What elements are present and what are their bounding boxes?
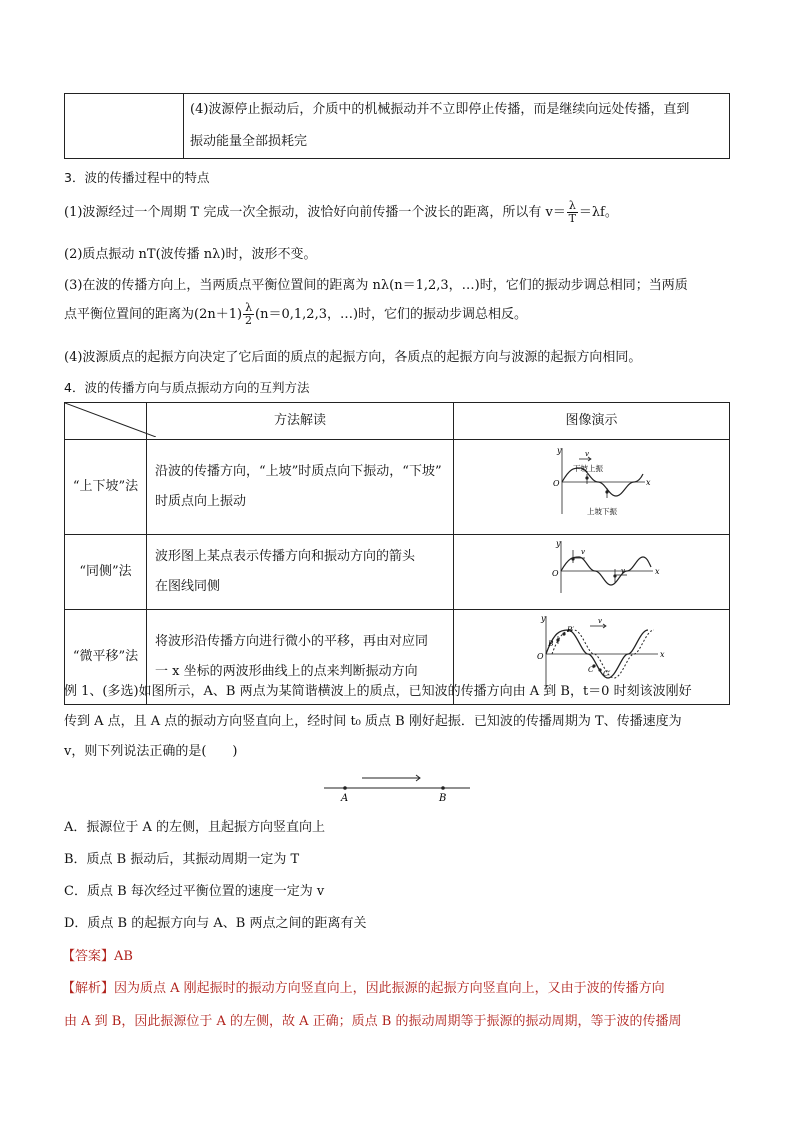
diagram-cell-slope — [454, 440, 730, 535]
section3-p4: (4)波源质点的起振方向决定了它后面的质点的起振方向，各质点的起振方向与波源的起振方向相同。 — [64, 350, 642, 365]
d2-o-label: O — [551, 569, 559, 578]
header-diagonal-cell — [65, 403, 147, 440]
d3-o-label: O — [536, 652, 544, 661]
desc-slope-line1: 沿波的传播方向，“上坡”时质点向下振动，“下坡” — [155, 464, 442, 479]
d2-y-label: y — [555, 539, 561, 548]
section3-p2: (2)质点振动 nT(波传播 nλ)时，波形不变。 — [64, 247, 317, 262]
example-label-b: B — [439, 793, 447, 804]
method-name-same-side: “同侧”法 — [65, 535, 147, 610]
answer-line — [62, 945, 133, 964]
top-table-empty-cell — [65, 94, 184, 159]
desc-same-side-line1: 波形图上某点表示传播方向和振动方向的箭头 — [155, 549, 416, 564]
method-name-shift: “微平移”法 — [65, 610, 147, 705]
example-figure — [320, 770, 480, 806]
example-point-b — [441, 786, 445, 790]
analysis-label: 【解析】 — [62, 981, 115, 996]
method-desc-same-side — [147, 535, 454, 610]
header-diagram: 图像演示 — [454, 403, 730, 440]
example-line3: v，则下列说法正确的是( ) — [64, 744, 238, 759]
section3-p1 — [64, 200, 618, 225]
example-line1: 例 1、(多选)如图所示，A、B 两点为某简谐横波上的质点，已知波的传播方向由 A 到 B，t＝0 时刻该波刚好 — [64, 684, 692, 699]
p3-text-post: (n＝0,1,2,3，…)时，它们的振动步调总相反。 — [255, 307, 528, 322]
d2-point-1 — [571, 557, 574, 560]
method-desc-slope — [147, 440, 454, 535]
answer-value: AB — [114, 949, 133, 964]
p1-text-post: ＝λf。 — [578, 205, 618, 220]
p3-frac-den: 2 — [245, 314, 253, 327]
method-name-slope: “上下坡”法 — [65, 440, 147, 535]
desc-shift-line2: 一 x 坐标的两波形曲线上的点来判断振动方向 — [155, 664, 418, 679]
p1-frac-den: T — [568, 212, 576, 225]
analysis-line1 — [62, 977, 665, 996]
section3-p3-line2 — [64, 302, 527, 327]
diagram-slope — [517, 440, 667, 522]
option-c: C．质点 B 每次经过平衡位置的速度一定为 v — [64, 884, 325, 899]
example-point-a — [343, 786, 347, 790]
diagram-same-side — [517, 535, 667, 597]
d1-v-label: v — [584, 450, 589, 458]
d3-cp-label: C′ — [602, 669, 610, 678]
analysis-text-1: 因为质点 A 刚起振时的振动方向竖直向上，因此振源的起振方向竖直向上，又由于波的传播方向 — [114, 981, 665, 996]
d1-x-label: x — [645, 478, 651, 487]
d3-point-b — [556, 638, 559, 641]
top-table-line-1: (4)波源停止振动后，介质中的机械振动并不立即停止传播，而是继续向远处传播，直到 — [190, 102, 690, 117]
option-a: A．振源位于 A 的左侧，且起振方向竖直向上 — [64, 820, 326, 835]
d1-point-2 — [605, 490, 608, 493]
d1-top-label: 下坡上振 — [572, 464, 603, 473]
method-table — [64, 402, 730, 705]
example-line2: 传到 A 点，且 A 点的振动方向竖直向上，经时间 t₀ 质点 B 刚好起振．已知波的传播周期为 T、传播速度为 — [64, 714, 682, 729]
desc-shift-line1: 将波形沿传播方向进行微小的平移，再由对应同 — [155, 634, 429, 649]
p1-text-pre: (1)波源经过一个周期 T 完成一次全振动，波恰好向前传播一个波长的距离，所以有 v＝ — [64, 205, 566, 220]
example-label-a: A — [341, 793, 349, 804]
section3-heading: 3．波的传播过程中的特点 — [64, 170, 210, 185]
d3-point-bp — [562, 632, 565, 635]
d3-c-label: C — [587, 665, 594, 674]
top-table-line-2: 振动能量全部损耗完 — [190, 134, 308, 149]
header-diagonal-line — [65, 403, 156, 437]
p1-fraction — [567, 200, 578, 225]
header-method: 方法解读 — [147, 403, 454, 440]
d3-y-label: y — [540, 614, 546, 623]
answer-label: 【答案】 — [62, 949, 115, 964]
d3-x-label: x — [659, 650, 665, 659]
d1-o-label: O — [552, 479, 560, 488]
option-d: D．质点 B 的起振方向与 A、B 两点之间的距离有关 — [64, 916, 367, 931]
d3-v-label: v — [597, 617, 602, 625]
d2-x-label: x — [654, 567, 660, 576]
d1-y-label: y — [556, 446, 562, 455]
method-table-header — [65, 403, 730, 440]
option-b: B．质点 B 振动后，其振动周期一定为 T — [64, 852, 300, 867]
d2-point-2 — [613, 574, 616, 577]
p1-frac-num: λ — [568, 199, 576, 212]
diagram-cell-same-side — [454, 535, 730, 610]
d2-v2-label: v — [620, 567, 625, 575]
desc-slope-line2: 时质点向上振动 — [155, 494, 247, 509]
section3-p3-line1: (3)在波的传播方向上，当两质点平衡位置间的距离为 nλ(n＝1,2,3，…)时，它们的振动步调总相同；当两质 — [64, 278, 688, 293]
d3-b-label: B — [547, 639, 554, 648]
d1-point-1 — [585, 476, 588, 479]
desc-same-side-line2: 在图线同侧 — [155, 579, 221, 594]
d2-v1-label: v — [580, 548, 585, 556]
section4-heading: 4．波的传播方向与质点振动方向的互判方法 — [64, 380, 310, 395]
p3-fraction — [243, 302, 254, 327]
analysis-line2: 由 A 到 B，因此振源位于 A 的左侧，故 A 正确；质点 B 的振动周期等于振源的振动周期，等于波的传播周 — [64, 1014, 682, 1029]
p3-frac-num: λ — [245, 301, 253, 314]
top-table-text-cell — [184, 94, 730, 159]
p3-text-pre: 点平衡位置间的距离为(2n＋1) — [64, 307, 243, 322]
d1-bottom-label: 上坡下振 — [586, 507, 617, 516]
method-row-slope — [65, 440, 730, 535]
method-row-same-side — [65, 535, 730, 610]
d3-bp-label: B′ — [566, 625, 574, 634]
d3-point-cp — [598, 668, 601, 671]
top-table — [64, 93, 730, 159]
